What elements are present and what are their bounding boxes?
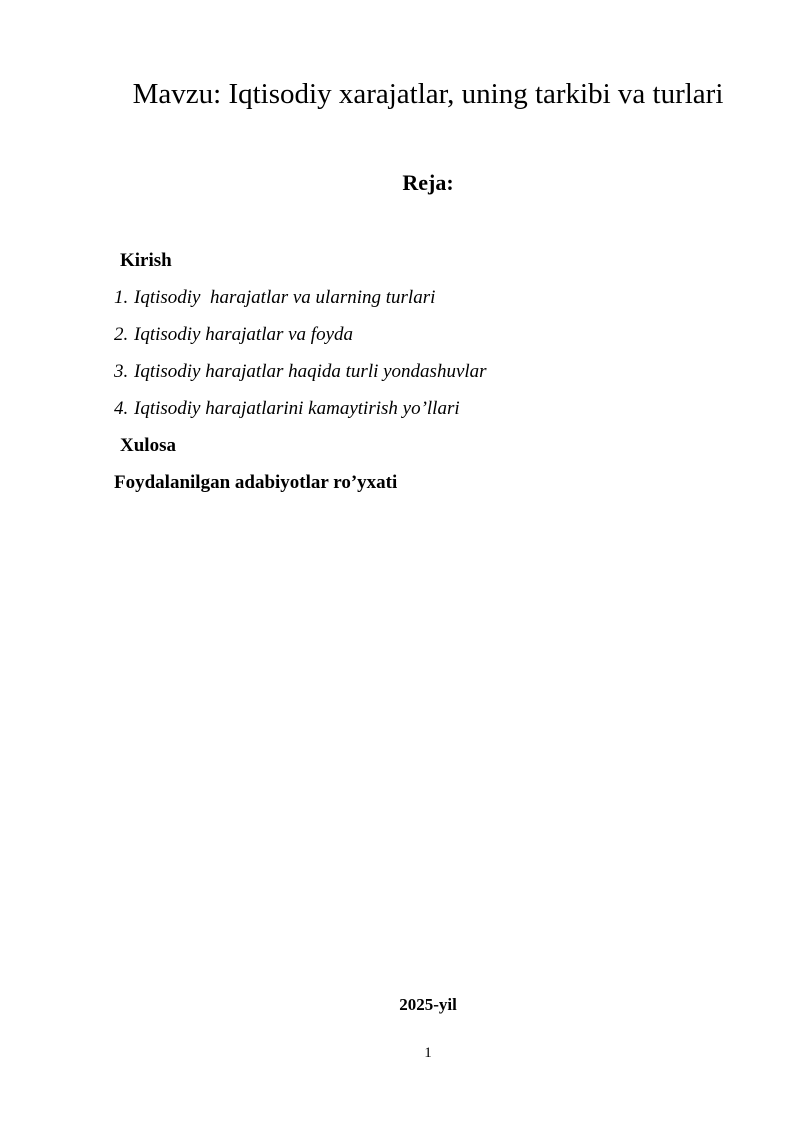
toc-item-text: Iqtisodiy harajatlar va foyda xyxy=(134,324,354,345)
toc-item-2 xyxy=(114,321,734,358)
toc-item-1 xyxy=(114,284,734,321)
toc-conclusion: Xulosa xyxy=(120,435,176,456)
toc-intro: Kirish xyxy=(120,250,172,271)
toc-item-number: 3. xyxy=(114,361,129,382)
toc-item-number: 1. xyxy=(114,287,129,308)
table-of-contents xyxy=(114,247,734,506)
document-year: 2025-yil xyxy=(399,995,457,1014)
toc-item-text: Iqtisodiy harajatlarini kamaytirish yo’llari xyxy=(134,398,460,419)
toc-item-text: Iqtisodiy harajatlar haqida turli yondashuvlar xyxy=(134,361,487,382)
plan-heading: Reja: xyxy=(402,170,454,195)
toc-item-number: 2. xyxy=(114,324,129,345)
toc-item-number: 4. xyxy=(114,398,129,419)
toc-item-text: Iqtisodiy harajatlar va ularning turlari xyxy=(134,287,436,308)
document-title: Mavzu: Iqtisodiy xarajatlar, uning tarkibi va turlari xyxy=(132,78,724,110)
toc-references: Foydalanilgan adabiyotlar ro’yxati xyxy=(114,472,398,493)
page-number: 1 xyxy=(424,1045,432,1061)
toc-item-3 xyxy=(114,358,734,395)
toc-item-4 xyxy=(114,395,734,432)
